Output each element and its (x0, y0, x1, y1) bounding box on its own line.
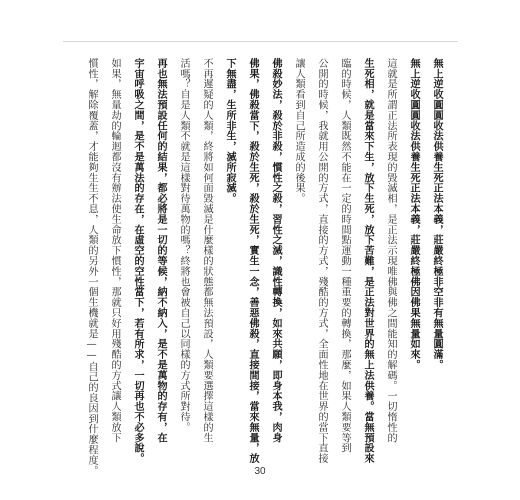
page-number: 30 (254, 466, 266, 477)
text-column: 這就是所謂正法所表現的毀滅相，是正法示現唯佛與佛之間能知的解碼。一切惰性的 (385, 58, 396, 443)
header-rule (63, 41, 458, 42)
text-column: 如果，無量劫的輪迴都沒有辦法使生命放下慣性，那就只好用殘酷的方式讓人類放下 (109, 58, 120, 443)
text-column: 佛殺妙法，殺於非殺，慣性之殺，習性之滅，識性轉換，如來共願，即身本我，肉身 (270, 58, 281, 443)
text-column: 再也無法預設任何的結果，都必將是一切的等候，納不納入，是不是萬物的存有，在 (155, 58, 166, 443)
text-column: 公開的時候，我就用公開的方式，直接的方式，殘酷的方式，全面性地在世界的當下直接 (316, 58, 327, 464)
text-column: 佛果，佛殺當下，殺於生死，殺於生死，實生一念，善惡佛殺，直接間接，當來無量，放 (247, 58, 258, 464)
text-column: 宇宙呼吸之間，是不是萬法的存在，在虛空的空性當下，若有所求，一切再也不必多說。 (132, 58, 143, 464)
text-column: 無上逆收圓圓收法供養生死正法本義，莊嚴終極佛因佛果無量如來。 (408, 58, 419, 370)
text-column: 生死相，就是當來下生，放下生死，放下苦難，是正法對世界的無上法供養。當無預設來 (362, 58, 373, 464)
text-column: 慣性，解除覆蓋，才能夠生生不息，人類的另外一個生機就是——自己的良因到什麼程度。 (86, 58, 97, 476)
text-column: 讓人類看到自己所造成的後果。 (293, 58, 304, 204)
text-column: 臨的時候，人類既然不能在一定的時間點運動一種重要的轉換，那麼，如果人類要等到 (339, 58, 350, 454)
text-column: 活嗎？自是人類不就是這樣對待萬物的嗎？終將也會被自己以同樣的方式所對待。 (178, 58, 189, 433)
text-column: 下無盡，生所非生，滅所寂滅。 (224, 58, 235, 204)
text-column: 不再遲疑的人類，終將如何面毀滅是什麼樣的狀態都無法預設，人類要選擇這樣的生 (201, 58, 212, 443)
text-column: 無上逆收圓圓收法供養生死正法本義，莊嚴終極非空非有無量圓滿。 (431, 58, 442, 370)
